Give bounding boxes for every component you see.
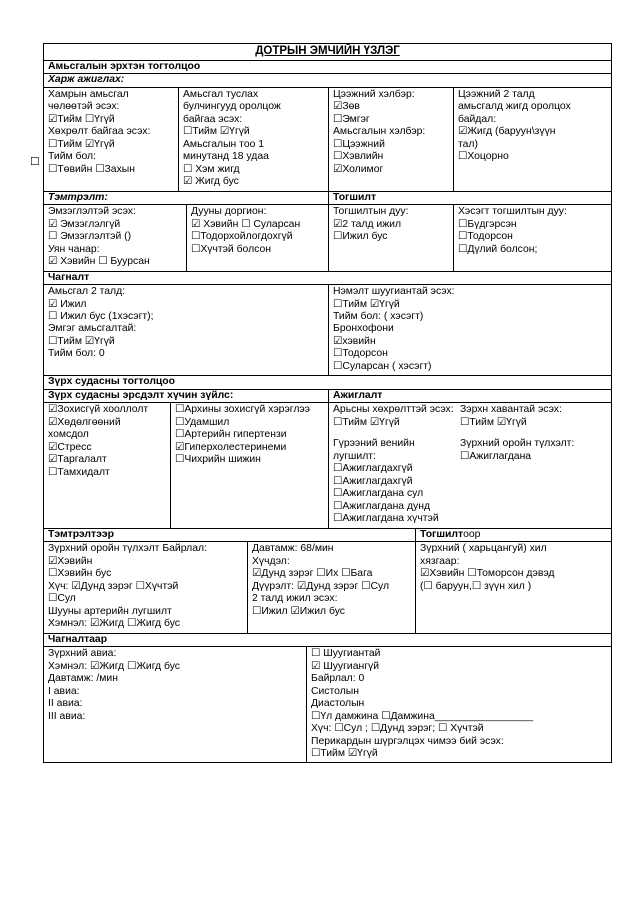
form-line[interactable]: ☐Ажиглагдахгүй — [333, 475, 413, 487]
form-line: Зүрхний оройн түлхэлт Байрлал: — [48, 543, 207, 555]
form-line: лугшилт: — [333, 450, 376, 462]
cardio-obs-mid-right — [460, 438, 607, 463]
form-line: Хэсэгт тогшилтын дуу: — [458, 206, 567, 218]
resp-inspect-block — [43, 88, 612, 192]
form-line[interactable]: ☐Ажиглагдана сул — [333, 488, 424, 500]
form-line: Байрлал: 0 — [311, 673, 365, 685]
form-line[interactable]: ☐Тодорхойлогдохгүй — [191, 231, 293, 243]
resp-palp-perc-block — [43, 205, 612, 271]
form-line: Систолын — [311, 685, 359, 697]
form-line[interactable]: Хэмнэл: ☑Жигд ☐Жигд бус — [48, 618, 180, 630]
resp-perc-header: Тогшилт — [328, 192, 611, 204]
form-line: Хамрын амьсгал — [48, 88, 129, 100]
cardio-obs-spacer — [333, 429, 607, 438]
form-line: булчингууд оролцож — [183, 101, 281, 113]
form-line: 2 талд ижил эсэх: — [252, 593, 338, 605]
form-line: Бронхофони — [333, 323, 394, 335]
form-line[interactable]: ☐Ажиглагдахгүй — [333, 463, 413, 475]
resp-ausc-col-1 — [44, 285, 328, 375]
form-line[interactable]: ☐ Эмзэглэлтэй () — [48, 231, 132, 243]
form-line[interactable]: Хүч: ☑Дунд зэрэг ☐Хүчтэй — [48, 580, 179, 592]
form-line[interactable]: ☐Суларсан ( хэсэгт) — [333, 360, 432, 372]
cardio-risk-header: Зүрх судасны эрсдэлт хүчин зүйлс: — [48, 389, 234, 401]
cardio-palp-perc-header — [43, 529, 612, 542]
form-line[interactable]: ☐Тийм ☑Үгүй — [333, 298, 400, 310]
resp-inspect-col-2 — [178, 88, 328, 191]
cardio-obs-mid — [333, 438, 607, 463]
cardio-perc-header-rest: оор — [463, 528, 481, 540]
form-line[interactable]: ☑ Ижил — [48, 298, 87, 310]
form-line: Зүрхний авиа: — [48, 648, 117, 660]
form-line: минутанд 18 удаа — [183, 151, 269, 163]
form-line[interactable]: ☐Төвийн ☐Захын — [48, 163, 135, 175]
cardio-obs-mid-left — [333, 438, 460, 463]
form-line: Тийм бол: — [48, 151, 96, 163]
form-line: Нэмэлт шуугиантай эсэх: — [333, 286, 455, 298]
form-line[interactable]: ☑Холимог — [333, 163, 384, 175]
form-line[interactable]: ☐Тийм ☑Үгүй — [183, 126, 250, 138]
form-line: Зүрхний ( харьцангуй) хил — [420, 543, 547, 555]
form-line[interactable]: ☑Таргалалт — [48, 454, 107, 466]
cardio-ausc-right — [306, 647, 611, 762]
form-line: Арьсны хөхрөлттэй эсэх: — [333, 404, 454, 416]
cardio-palp-header: Тэмтрэлтээр — [48, 528, 114, 540]
form-line: Диастолын — [311, 698, 365, 710]
cardio-risk-col-1 — [44, 403, 170, 527]
form-line[interactable]: Дүүрэлт: ☑Дунд зэрэг ☐Сул — [252, 580, 390, 592]
form-line[interactable]: ☐Хоцорно — [458, 151, 509, 163]
form-line[interactable]: ☑Хэвийн ☐Томорсон дэвэд — [420, 568, 555, 580]
cardio-ausc-block — [43, 647, 612, 763]
form-line[interactable]: ☐ Шуугиантай — [311, 648, 381, 660]
cardio-obs-header: Ажиглалт — [328, 390, 611, 402]
form-line: Эмзэглэлтэй эсэх: — [48, 206, 136, 218]
resp-ausc-block — [43, 285, 612, 376]
form-line: Амьсгал туслах — [183, 88, 259, 100]
form-line[interactable]: ☐Ажиглагдана дунд — [333, 500, 431, 512]
form-line: хомсдол — [48, 429, 89, 441]
form-line: Давтамж: 68/мин — [252, 543, 334, 555]
form-line[interactable]: ☐Ижил бус — [333, 231, 388, 243]
form-line: Амьсгалын тоо 1 — [183, 138, 265, 150]
cardio-palp-col-1 — [44, 542, 247, 632]
form-line[interactable]: ☐Ажиглагдана — [460, 450, 532, 462]
cardio-palp-block — [43, 542, 612, 633]
form-line: Перикардын шүргэлцэх чимээ бий эсэх: — [311, 735, 504, 747]
resp-palp-col-1 — [44, 205, 186, 270]
form-line[interactable]: ☐Хүчтэй болсон — [191, 243, 271, 255]
form-line: Амьсгал 2 талд: — [48, 286, 126, 298]
form-line: III авиа: — [48, 710, 86, 722]
form-line[interactable]: ☑ Эмзэглэлгүй — [48, 218, 121, 230]
resp-inspect-col-1 — [44, 88, 178, 191]
form-line[interactable]: ☑Дунд зэрэг ☐Их ☐Бага — [252, 568, 373, 580]
form-line[interactable]: ☐Удамшил — [175, 416, 230, 428]
cardio-risk-obs-block — [43, 403, 612, 528]
resp-inspect-col-3 — [328, 88, 453, 191]
margin-checkbox[interactable]: ☐ — [30, 156, 40, 168]
form-line[interactable]: ☑Гиперхолестеринеми — [175, 441, 287, 453]
form-line: тал) — [458, 138, 478, 150]
form-line[interactable]: ☐Ижил ☑Ижил бус — [252, 605, 345, 617]
cardio-obs — [328, 403, 611, 527]
form-line: амьсгалд жигд оролцох — [458, 101, 571, 113]
cardio-palp-col-2 — [247, 542, 415, 632]
form-line[interactable]: ☑хэвийн — [333, 335, 376, 347]
form-line[interactable]: ☐Сул — [48, 593, 76, 605]
cardio-section-header: Зүрх судасны тогтолцоо — [43, 376, 612, 389]
form-line: Давтамж: /мин — [48, 673, 118, 685]
form-line[interactable]: ☐Дүлий болсон; — [458, 243, 538, 255]
form-line[interactable]: ☑Стресс — [48, 441, 92, 453]
form-line[interactable]: ☑ Хэвийн ☐ Буурсан — [48, 256, 150, 268]
form-line: II авиа: — [48, 698, 83, 710]
form-line: Тогшилтын дуу: — [333, 206, 409, 218]
form-line[interactable]: ☐ Хэм жигд — [183, 163, 240, 175]
form-title: ДОТРЫН ЭМЧИЙН ҮЗЛЭГ — [43, 43, 612, 61]
form-line[interactable]: ☐Цээжний — [333, 138, 385, 150]
cardio-risk-col-2 — [170, 403, 328, 527]
resp-inspect-header: Харж ажиглах: — [43, 74, 612, 87]
resp-perc-col-1 — [328, 205, 453, 270]
form-line[interactable]: ☐Чихрийн шижин — [175, 454, 261, 466]
form-line[interactable]: ☐Тийм ☑Үгүй — [460, 416, 527, 428]
resp-palp-header: Тэмтрэлт: — [48, 191, 108, 203]
form-line: байгаа эсэх: — [183, 113, 243, 125]
form-line: хязгаар: — [420, 555, 460, 567]
form-line[interactable]: ☑Тийм ☐Үгүй — [48, 113, 115, 125]
form-line[interactable]: ☐Тамхидалт — [48, 466, 110, 478]
form-line: Тийм бол: ( хэсэгт) — [333, 311, 424, 322]
form-line[interactable]: ☑Зөв — [333, 101, 360, 113]
resp-ausc-col-2 — [328, 285, 611, 375]
form-line[interactable]: ☐Тийм ☑Үгүй — [311, 747, 378, 759]
form-line[interactable]: ☐Тийм ☑Үгүй — [48, 138, 115, 150]
form-line[interactable]: (☐ баруун,☐ зүүн хил ) — [420, 580, 532, 592]
cardio-obs-bottom — [333, 463, 607, 525]
form-line[interactable]: Хүч: ☐Сул ; ☐Дунд зэрэг; ☐ Хүчтэй — [311, 723, 484, 735]
form-line[interactable]: ☑Хөдөлгөөний — [48, 416, 121, 428]
cardio-ausc-header: Чагналтаар — [43, 634, 612, 647]
form-line: Уян чанар: — [48, 243, 100, 255]
form-line[interactable]: ☐Тодорсон — [333, 348, 388, 360]
form-line[interactable]: ☑Зохисгүй хооллолт — [48, 404, 149, 416]
form-line[interactable]: ☑ Жигд бус — [183, 176, 239, 188]
cardio-perc-header — [415, 529, 611, 541]
form-line: I авиа: — [48, 685, 80, 697]
resp-inspect-col-4 — [453, 88, 611, 191]
form-line[interactable]: ☐Тодорсон — [458, 231, 513, 243]
form-line: Эмгэг амьсгалтай: — [48, 323, 137, 335]
cardio-perc-header-bold: Тогшилт — [420, 528, 464, 540]
form-line: Дууны доргион: — [191, 206, 267, 218]
form-line: Цээжний хэлбэр: — [333, 88, 415, 100]
cardio-obs-top-left — [333, 404, 460, 429]
form-line[interactable]: ☐ Ижил бус (1хэсэгт); — [48, 311, 154, 322]
form-line[interactable]: ☑ Шуугиангүй — [311, 660, 380, 672]
form-line[interactable]: ☑Хэвийн — [48, 555, 93, 567]
form-line[interactable]: ☑Жигд (баруун\зүүн — [458, 126, 556, 138]
form-line[interactable]: ☐Артерийн гипертензи — [175, 429, 287, 441]
resp-palp-perc-header — [43, 192, 612, 205]
form-line[interactable]: ☑ Хэвийн ☐ Суларсан — [191, 218, 301, 230]
form-line[interactable]: ☐Хэвлийн — [333, 151, 384, 163]
form-line[interactable]: Хэмнэл: ☑Жигд ☐Жигд бус — [48, 660, 180, 672]
cardio-obs-top — [333, 404, 607, 429]
cardio-perc-col — [415, 542, 611, 632]
form-line: Шууны артерийн лугшилт — [48, 605, 172, 617]
form-line: Гүрээний венийн — [333, 438, 415, 450]
form-line[interactable]: ☐Эмгэг — [333, 113, 370, 125]
form-line: Хөхрөлт байгаа эсэх: — [48, 126, 151, 138]
form-line[interactable]: ☑2 талд ижил — [333, 218, 402, 230]
resp-ausc-header: Чагналт — [43, 272, 612, 285]
form-line[interactable]: ☐Архины зохисгүй хэрэглээ — [175, 404, 310, 416]
form-line: Хүчдэл: — [252, 555, 290, 567]
form-line: Тийм бол: 0 — [48, 348, 105, 360]
resp-section-header: Амьсгалын эрхтэн тогтолцоо — [43, 61, 612, 74]
form-line: Цээжний 2 талд — [458, 88, 535, 100]
exam-form — [43, 43, 612, 763]
resp-palp-col-2 — [186, 205, 328, 270]
cardio-obs-top-right — [460, 404, 607, 429]
resp-perc-col-2 — [453, 205, 611, 270]
form-line: чөлөөтэй эсэх: — [48, 101, 120, 113]
form-line: байдал: — [458, 113, 497, 125]
cardio-ausc-left — [44, 647, 306, 762]
cardio-subheaders — [43, 390, 612, 403]
form-line[interactable]: ☐Ажиглагдана хүчтэй — [333, 513, 439, 525]
form-line[interactable]: ☐Үл дамжина ☐Дамжина_________________ — [311, 710, 533, 722]
form-line[interactable]: ☐Хэвийн бус — [48, 568, 112, 580]
form-line: Зүрхний оройн түлхэлт: — [460, 438, 575, 450]
form-line: Амьсгалын хэлбэр: — [333, 126, 426, 138]
form-line[interactable]: ☐Бүдгэрсэн — [458, 218, 517, 230]
form-line[interactable]: ☐Тийм ☑Үгүй — [48, 335, 115, 347]
form-line[interactable]: ☐Тийм ☑Үгүй — [333, 416, 400, 428]
form-line: Зэрхн хавантай эсэх: — [460, 404, 562, 416]
